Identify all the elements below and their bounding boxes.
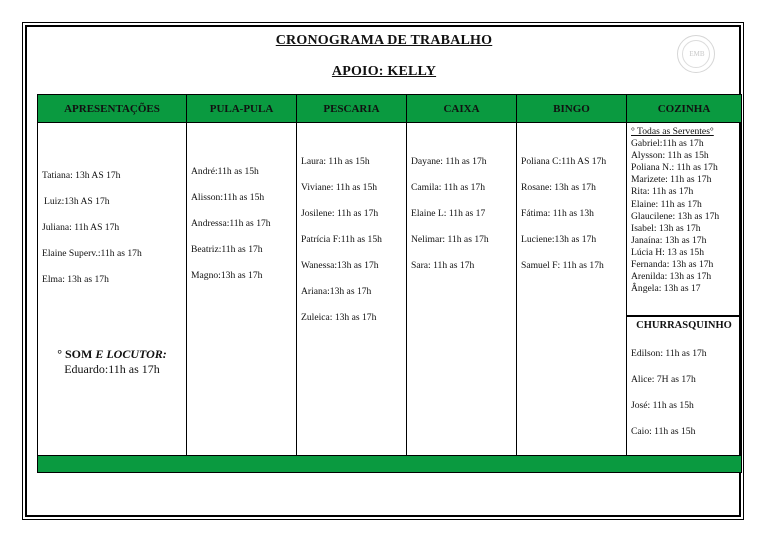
list-pula-pula [187,123,296,289]
schedule-table [37,94,742,473]
list-item: Beatriz:11h as 17h [191,244,263,255]
churrasquinho-title: CHURRASQUINHO [636,320,732,331]
list-item: Gabriel:11h as 17h [631,138,704,150]
cell-pescaria [297,123,407,456]
churrasquinho-divider [627,315,741,317]
list-item: Poliana N.: 11h as 17h [631,162,718,174]
footer-green-bar [38,456,742,473]
list-item: Elaine Superv.:11h as 17h [42,248,142,259]
list-item: Caio: 11h as 15h [631,426,696,437]
list-apresentacoes [38,123,186,293]
cell-caixa [407,123,517,456]
list-item: Luciene:13h as 17h [521,234,597,245]
list-item: Samuel F: 11h as 17h [521,260,604,271]
list-item: Fátima: 11h as 13h [521,208,594,219]
list-item: Arenilda: 13h as 17h [631,271,712,283]
list-item: Andressa:11h as 17h [191,218,271,229]
list-item: Josilene: 11h as 17h [301,208,379,219]
list-item: Sara: 11h as 17h [411,260,475,271]
list-item: Rosane: 13h as 17h [521,182,596,193]
list-item: Edilson: 11h as 17h [631,348,707,359]
cell-pula-pula [187,123,297,456]
header-bingo: BINGO [517,95,627,123]
list-item: Alysson: 11h as 15h [631,150,709,162]
header-cozinha: COZINHA [627,95,742,123]
list-item: Fernanda: 13h as 17h [631,259,714,271]
som-label [37,347,187,362]
list-item: Ariana:13h as 17h [301,286,372,297]
seal-text: EMB [689,50,705,58]
list-item: Camila: 11h as 17h [411,182,485,193]
list-item: Janaína: 13h as 17h [631,234,707,246]
body-row [38,123,742,456]
page-subtitle: APOIO: KELLY [331,64,437,79]
list-item: Nelimar: 11h as 17h [411,234,489,245]
seal-logo-icon [677,35,715,73]
header-row [38,95,742,123]
som-value: Eduardo:11h as 17h [64,362,160,376]
page-title: CRONOGRAMA DE TRABALHO [275,33,493,48]
list-caixa [407,123,516,279]
list-item: Wanessa:13h as 17h [301,260,379,271]
cell-cozinha [627,123,742,456]
list-item: Luiz:13h AS 17h [44,196,110,207]
som-locutor-block [37,347,187,377]
list-item: Tatiana: 13h AS 17h [42,170,121,181]
list-item: Alice: 7H as 17h [631,374,696,385]
list-item: Elaine: 11h as 17h [631,198,702,210]
cell-bingo [517,123,627,456]
list-item: Alisson:11h as 15h [191,192,265,203]
list-item: Elaine L: 11h as 17 [411,208,486,219]
list-bingo [517,123,626,279]
list-item: Zuleica: 13h as 17h [301,312,377,323]
header-pula-pula: PULA-PULA [187,95,297,123]
header-caixa: CAIXA [407,95,517,123]
list-item: Magno:13h as 17h [191,270,263,281]
header-apresentacoes: APRESENTAÇÕES [38,95,187,123]
cozinha-note: ° Todas as Serventes° [631,126,714,137]
som-label-italic: E LOCUTOR: [95,347,167,361]
header-pescaria: PESCARIA [297,95,407,123]
list-item: Dayane: 11h as 17h [411,156,487,167]
list-item: André:11h as 15h [191,166,259,177]
cell-apresentacoes [38,123,187,456]
som-label-prefix: ° SOM [57,347,96,361]
list-item: Juliana: 11h AS 17h [42,222,120,233]
list-item: Poliana C:11h AS 17h [521,156,607,167]
list-pescaria [297,123,406,331]
footer-band [38,456,742,473]
list-item: Lúcia H: 13 as 15h [631,246,705,258]
list-item: Ângela: 13h as 17 [631,283,701,295]
list-item: Patrícia F:11h as 15h [301,234,382,245]
list-item: José: 11h as 15h [631,400,694,411]
list-item: Laura: 11h as 15h [301,156,370,167]
list-item: Viviane: 11h as 15h [301,182,378,193]
list-cozinha [627,123,741,295]
list-item: Glaucilene: 13h as 17h [631,210,720,222]
list-item: Rita: 11h as 17h [631,186,694,198]
list-item: Isabel: 13h as 17h [631,222,701,234]
list-item: Elma: 13h as 17h [42,274,109,285]
list-item: Marizete: 11h as 17h [631,174,712,186]
list-churrasquinho [631,341,707,445]
